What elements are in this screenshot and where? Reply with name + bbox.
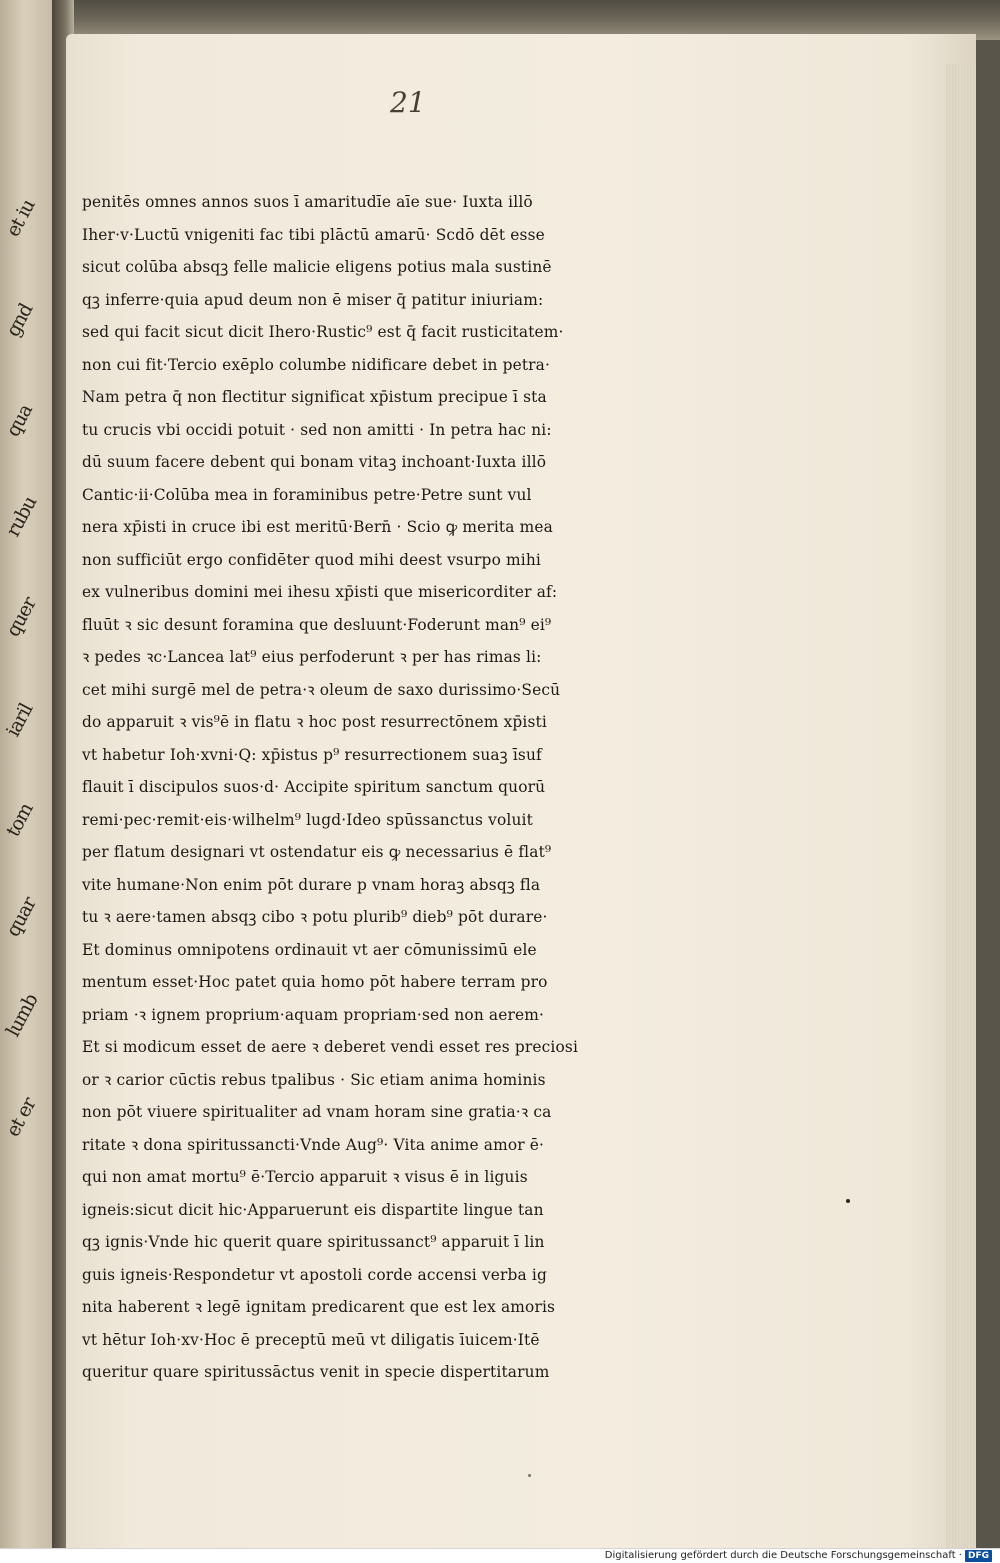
text-line: ex vulneribus domini mei ihesu xp̄isti que misericorditer af:	[82, 583, 558, 601]
left-page-fragment: et iu	[2, 196, 40, 241]
text-line: fluūt ꝛ sic desunt foramina que desluunt·Foderunt man⁹ ei⁹	[82, 615, 552, 634]
text-line: non pōt viuere spiritualiter ad vnam horam sine gratia·ꝛ ca	[82, 1103, 552, 1121]
text-line: vt hētur Ioh·xv·Hoc ē preceptū meū vt diligatis īuicem·Itē	[82, 1330, 540, 1349]
text-line: Cantic·ii·Colūba mea in foraminibus petre·Petre sunt vul	[82, 485, 532, 504]
paper-speck	[528, 1474, 531, 1477]
text-line: Iher·v·Luctū vnigeniti fac tibi plāctū amarū· Scdō dēt esse	[82, 225, 545, 244]
text-line: sicut colūba absqꝫ felle malicie eligens potius mala sustinē	[82, 258, 552, 276]
text-line: qui non amat mortu⁹ ē·Tercio apparuit ꝛ visus ē in liguis	[82, 1168, 528, 1186]
text-line: Et dominus omnipotens ordinauit vt aer cōmunissimū ele	[82, 940, 537, 959]
text-line: guis igneis·Respondetur vt apostoli corde accensi verba ig	[82, 1265, 547, 1284]
left-page-fragment: quer	[2, 594, 41, 641]
left-page-fragment: qua	[2, 401, 37, 441]
text-line: per flatum designari vt ostendatur eis ꝙ necessarius ē flat⁹	[82, 843, 552, 861]
text-line: qꝫ ignis·Vnde hic querit quare spiritussanct⁹ apparuit ī lin	[82, 1233, 545, 1251]
text-line: dū suum facere debent qui bonam vitaꝫ inchoant·Iuxta illō	[82, 453, 547, 471]
text-line: vt habetur Ioh·xvni·Q: xp̄istus p⁹ resurrectionem suaꝫ īsuf	[82, 745, 542, 764]
text-line: remi·pec·remit·eis·wilhelm⁹ lugd·Ideo spūssanctus voluit	[82, 810, 533, 829]
incunabula-text-block	[82, 186, 682, 1389]
left-page-fragment: gnd	[2, 300, 38, 341]
text-line: nera xp̄isti in cruce ibi est meritū·Bern̄ · Scio ꝙ merita mea	[82, 518, 553, 536]
text-line: do apparuit ꝛ vis⁹ē in flatu ꝛ hoc post resurrectōnem xp̄isti	[82, 713, 547, 731]
text-line: tu ꝛ aere·tamen absqꝫ cibo ꝛ potu plurib⁹ dieb⁹ pōt durare·	[82, 908, 548, 926]
text-line: qꝫ inferre·quia apud deum non ē miser q̄ patitur iniuriam:	[82, 290, 544, 309]
text-line: nita haberent ꝛ legē ignitam predicarent que est lex amoris	[82, 1298, 556, 1316]
text-line: non sufficiūt ergo confidēter quod mihi deest vsurpo mihi	[82, 550, 541, 569]
folio-number: 21	[390, 86, 426, 119]
page-fore-edge	[946, 64, 976, 1548]
text-line: mentum esset·Hoc patet quia homo pōt habere terram pro	[82, 973, 548, 991]
text-line: Et si modicum esset de aere ꝛ deberet vendi esset res preciosi	[82, 1038, 579, 1056]
text-line: non cui fit·Tercio exēplo columbe nidificare debet in petra·	[82, 355, 551, 374]
text-line: or ꝛ carior cūctis rebus tpalibus · Sic etiam anima hominis	[82, 1070, 546, 1089]
paper-speck	[846, 1199, 850, 1203]
text-line: flauit ī discipulos suos·d· Accipite spiritum sanctum quorū	[82, 778, 546, 796]
left-page-fragment: iaril	[2, 700, 38, 741]
left-page-fragment: et er	[2, 1094, 41, 1141]
left-page-fragment: quar	[2, 893, 41, 941]
text-line: queritur quare spiritussāctus venit in specie dispertitarum	[82, 1363, 550, 1381]
footer-bar	[0, 1548, 1000, 1563]
funding-credit	[605, 1549, 992, 1563]
dfg-logo: DFG	[965, 1550, 992, 1562]
left-page-fragment: lumb	[2, 990, 43, 1041]
left-page-fragment: rubu	[2, 493, 42, 541]
text-line: penitēs omnes annos suos ī amaritudīe aīe sue· Iuxta illō	[82, 193, 533, 211]
text-line: cet mihi surgē mel de petra·ꝛ oleum de saxo durissimo·Secū	[82, 680, 561, 699]
text-line: tu crucis vbi occidi potuit · sed non amitti · In petra hac ni:	[82, 420, 552, 439]
text-line: priam ·ꝛ ignem proprium·aquam propriam·sed non aerem·	[82, 1005, 545, 1024]
text-line: sed qui facit sicut dicit Ihero·Rustic⁹ est q̄ facit rusticitatem·	[82, 323, 564, 341]
text-line: igneis:sicut dicit hic·Apparuerunt eis dispartite lingue tan	[82, 1200, 544, 1219]
credit-text: Digitalisierung gefördert durch die Deutsche Forschungsgemeinschaft ·	[604, 1550, 962, 1561]
text-line: ritate ꝛ dona spiritussancti·Vnde Aug⁹· Vita anime amor ē·	[82, 1135, 545, 1154]
text-line: ꝛ pedes ꝛc·Lancea lat⁹ eius perfoderunt ꝛ per has rimas li:	[82, 648, 542, 666]
text-line: vite humane·Non enim pōt durare p vnam horaꝫ absqꝫ fla	[82, 875, 541, 894]
left-page-edge	[0, 0, 60, 1548]
left-page-fragment: tom	[2, 799, 38, 841]
text-line: Nam petra q̄ non flectitur significat xp̄istum precipue ī sta	[82, 388, 547, 406]
